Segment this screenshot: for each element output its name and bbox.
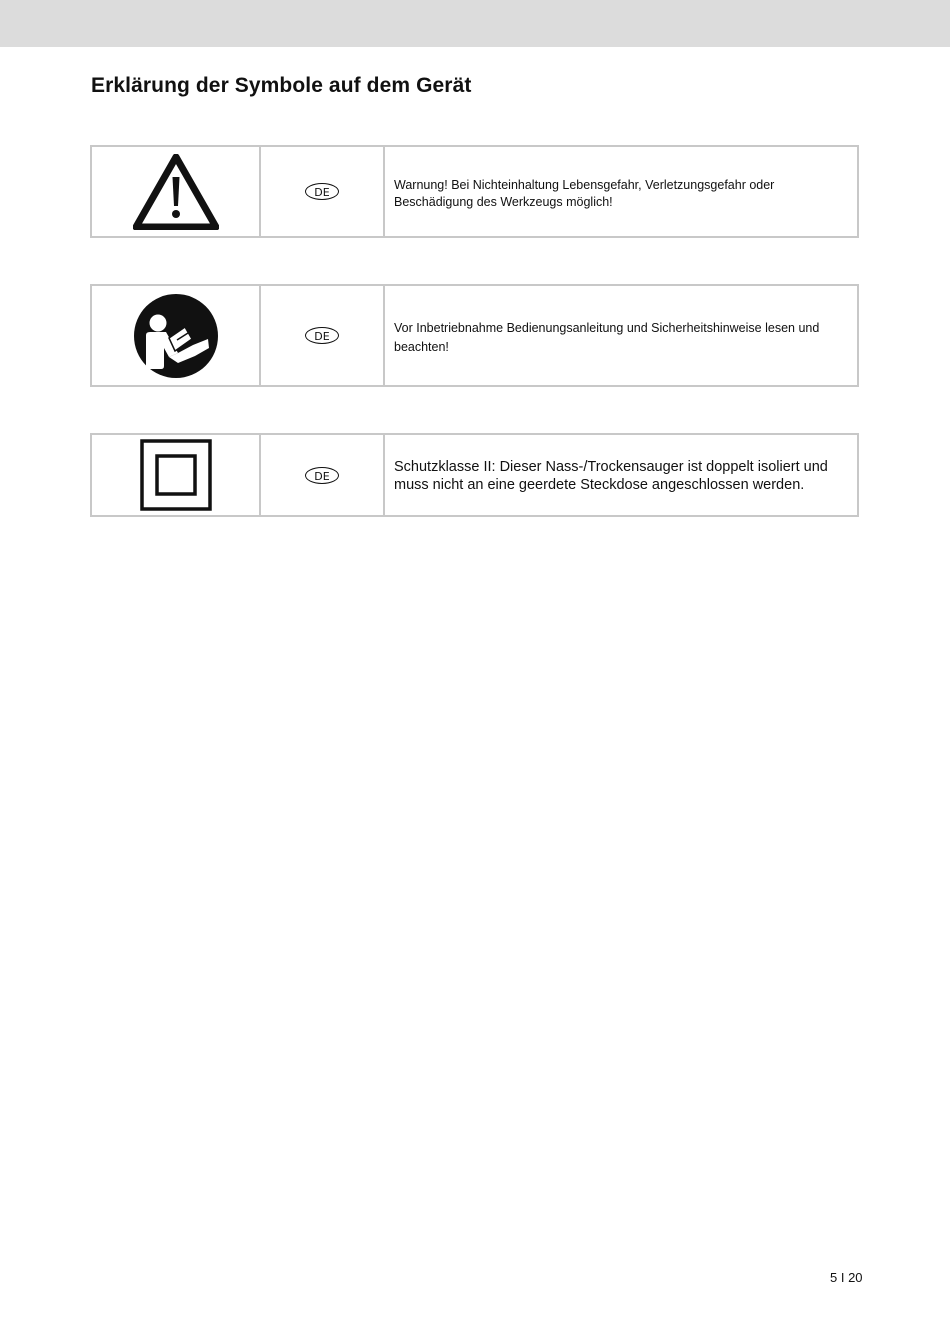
protection-class-ii-icon [140,439,212,511]
description-cell [385,147,857,236]
read-manual-description: Vor Inbetriebnahme Bedienungsanleitung und Sicherheitshinweise lesen und beachten! [394,321,820,354]
symbol-row-protection-class [90,433,859,517]
symbol-cell [92,147,261,236]
language-cell [261,286,385,385]
language-cell [261,147,385,236]
language-badge-de: DE [305,327,339,344]
page-title: Erklärung der Symbole auf dem Gerät [91,74,472,97]
description-cell [385,435,857,515]
symbol-cell [92,435,261,515]
symbol-row-read-manual [90,284,859,387]
language-badge-de: DE [305,467,339,484]
symbol-cell [92,286,261,385]
symbol-row-warning [90,145,859,238]
page-number: 5 I 20 [830,1270,863,1285]
description-cell [385,286,857,385]
protection-class-description: Schutzklasse II: Dieser Nass-/Trockensauger ist doppelt isoliert und muss nicht an eine geerdete Steckdose angeschlossen werden. [394,459,828,493]
language-cell [261,435,385,515]
read-manual-icon [133,293,219,379]
header-band [0,0,950,47]
warning-triangle-icon [133,154,219,230]
warning-description: Warnung! Bei Nichteinhaltung Lebensgefahr, Verletzungsgefahr oder Beschädigung des Werkzeugs möglich! [394,178,775,209]
language-badge-de: DE [305,183,339,200]
